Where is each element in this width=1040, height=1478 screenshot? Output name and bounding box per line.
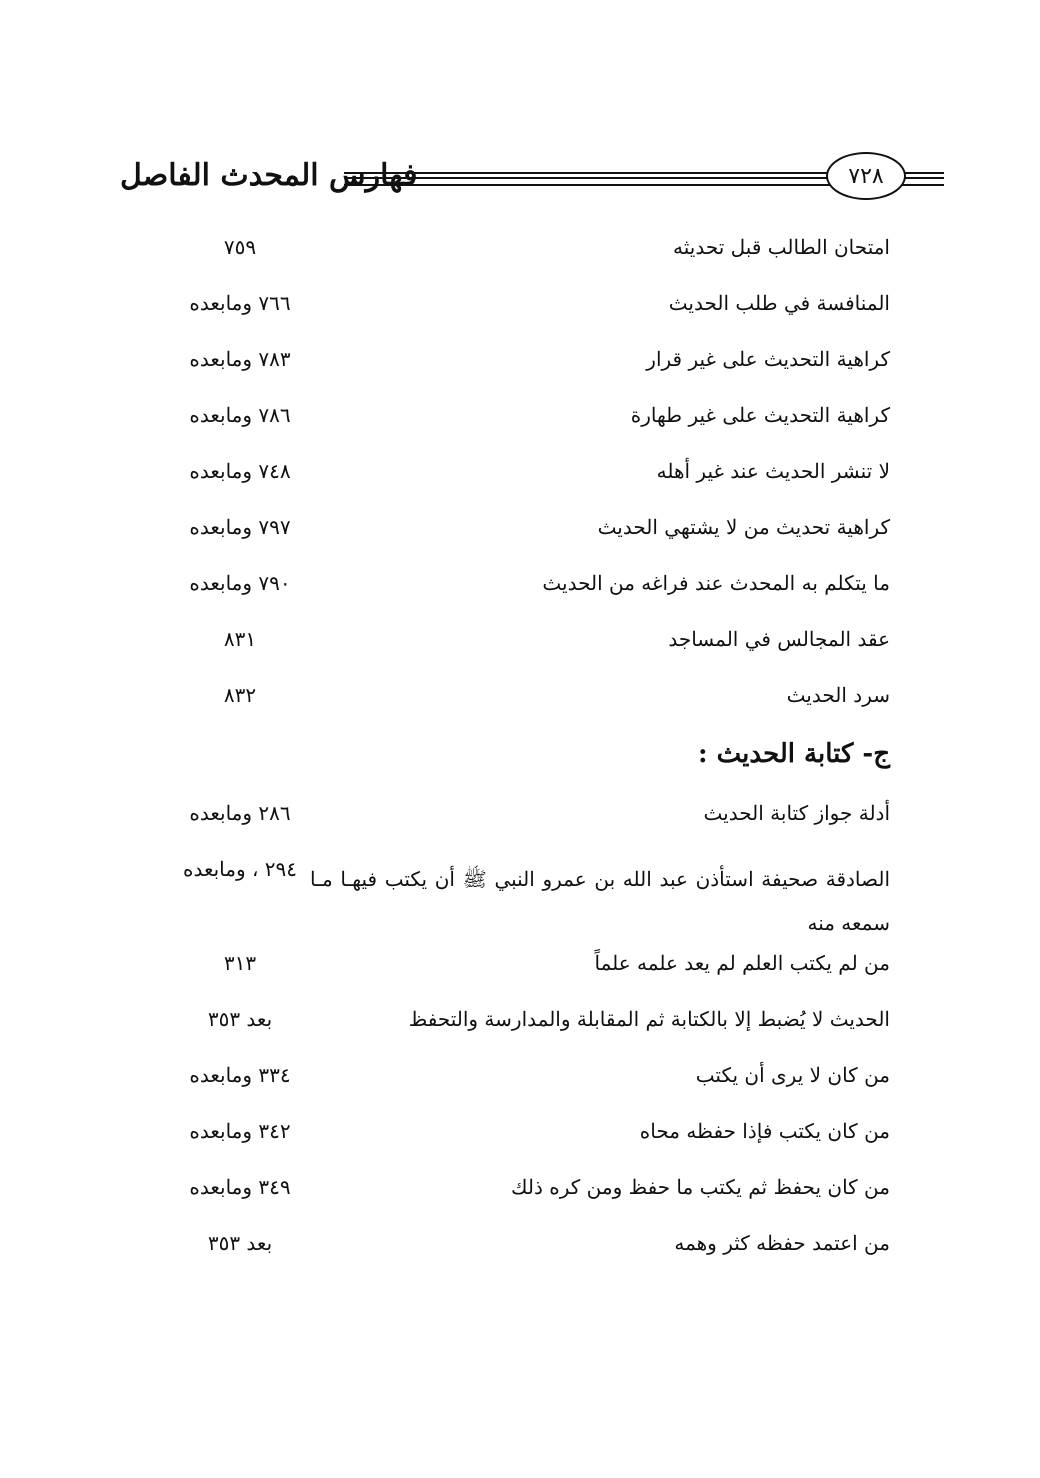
- index-topic: كراهية التحديث على غير قرار: [646, 347, 890, 371]
- index-row: [150, 393, 890, 449]
- running-title: فهارس المحدث الفاصل: [120, 158, 418, 193]
- index-topic: لا تنشر الحديث عند غير أهله: [656, 459, 890, 483]
- index-row: [150, 1109, 890, 1165]
- index-topic: كراهية تحديث من لا يشتهي الحديث: [597, 515, 890, 539]
- index-pages: ٧٨٦ ومابعده: [189, 403, 291, 427]
- index-topic: من اعتمد حفظه كثر وهمه: [674, 1231, 890, 1255]
- index-topic: سرد الحديث: [786, 683, 890, 707]
- index-topic: ما يتكلم به المحدث عند فراغه من الحديث: [542, 571, 890, 595]
- index-row: [150, 847, 890, 941]
- index-pages: ٧٦٦ ومابعده: [189, 291, 291, 315]
- index-topic: امتحان الطالب قبل تحديثه: [673, 235, 890, 259]
- index-row: [150, 1165, 890, 1221]
- index-pages: ٣٣٤ ومابعده: [189, 1063, 291, 1087]
- index-row: [150, 337, 890, 393]
- index-topic: من كان يحفظ ثم يكتب ما حفظ ومن كره ذلك: [511, 1175, 890, 1199]
- index-pages: ٣٤٢ ومابعده: [189, 1119, 291, 1143]
- index-topic: من كان يكتب فإذا حفظه محاه: [639, 1119, 890, 1143]
- index-pages: ٢٨٦ ومابعده: [189, 801, 291, 825]
- index-pages: ٧٩٠ ومابعده: [189, 571, 291, 595]
- index-topic: كراهية التحديث على غير طهارة: [630, 403, 890, 427]
- index-row: [150, 561, 890, 617]
- section-heading: [150, 729, 890, 791]
- index-pages: ٧٨٣ ومابعده: [189, 347, 291, 371]
- index-pages: ٣٤٩ ومابعده: [189, 1175, 291, 1199]
- index-pages: ٧٤٨ ومابعده: [189, 459, 291, 483]
- index-row: [150, 673, 890, 729]
- index-pages: ٨٣٢: [223, 683, 257, 707]
- index-row: [150, 281, 890, 337]
- index-pages: بعد ٣٥٣: [207, 1231, 273, 1255]
- index-pages: ٧٩٧ ومابعده: [189, 515, 291, 539]
- index-row: [150, 997, 890, 1053]
- index-row: [150, 791, 890, 847]
- index-list: [150, 225, 890, 1277]
- page-number-badge: [826, 152, 906, 200]
- page-number: ٧٢٨: [848, 163, 884, 189]
- index-topic: عقد المجالس في المساجد: [668, 627, 890, 651]
- running-header: [120, 152, 910, 212]
- index-pages: ٨٣١: [223, 627, 257, 651]
- index-row: [150, 617, 890, 673]
- index-topic: الصادقة صحيفة استأذن عبد الله بن عمرو النبي ﷺ أن يكتب فيهـا مـا سمعه منه: [310, 867, 890, 935]
- index-topic: من كان لا يرى أن يكتب: [695, 1063, 890, 1087]
- section-heading-text: ج- كتابة الحديث :: [698, 739, 890, 769]
- index-topic: من لم يكتب العلم لم يعد علمه علماً: [594, 951, 890, 975]
- index-row: [150, 505, 890, 561]
- index-pages: ٢٩٤ ، ومابعده: [182, 857, 298, 881]
- index-topic: المنافسة في طلب الحديث: [668, 291, 890, 315]
- index-pages: بعد ٣٥٣: [207, 1007, 273, 1031]
- index-pages: ٣١٣: [223, 951, 257, 975]
- index-row: [150, 225, 890, 281]
- index-row: [150, 1053, 890, 1109]
- index-topic: أدلة جواز كتابة الحديث: [703, 801, 890, 825]
- index-topic: الحديث لا يُضبط إلا بالكتابة ثم المقابلة والمدارسة والتحفظ: [408, 1007, 890, 1031]
- index-row: [150, 941, 890, 997]
- index-row: [150, 449, 890, 505]
- index-row: [150, 1221, 890, 1277]
- index-pages: ٧٥٩: [223, 235, 257, 259]
